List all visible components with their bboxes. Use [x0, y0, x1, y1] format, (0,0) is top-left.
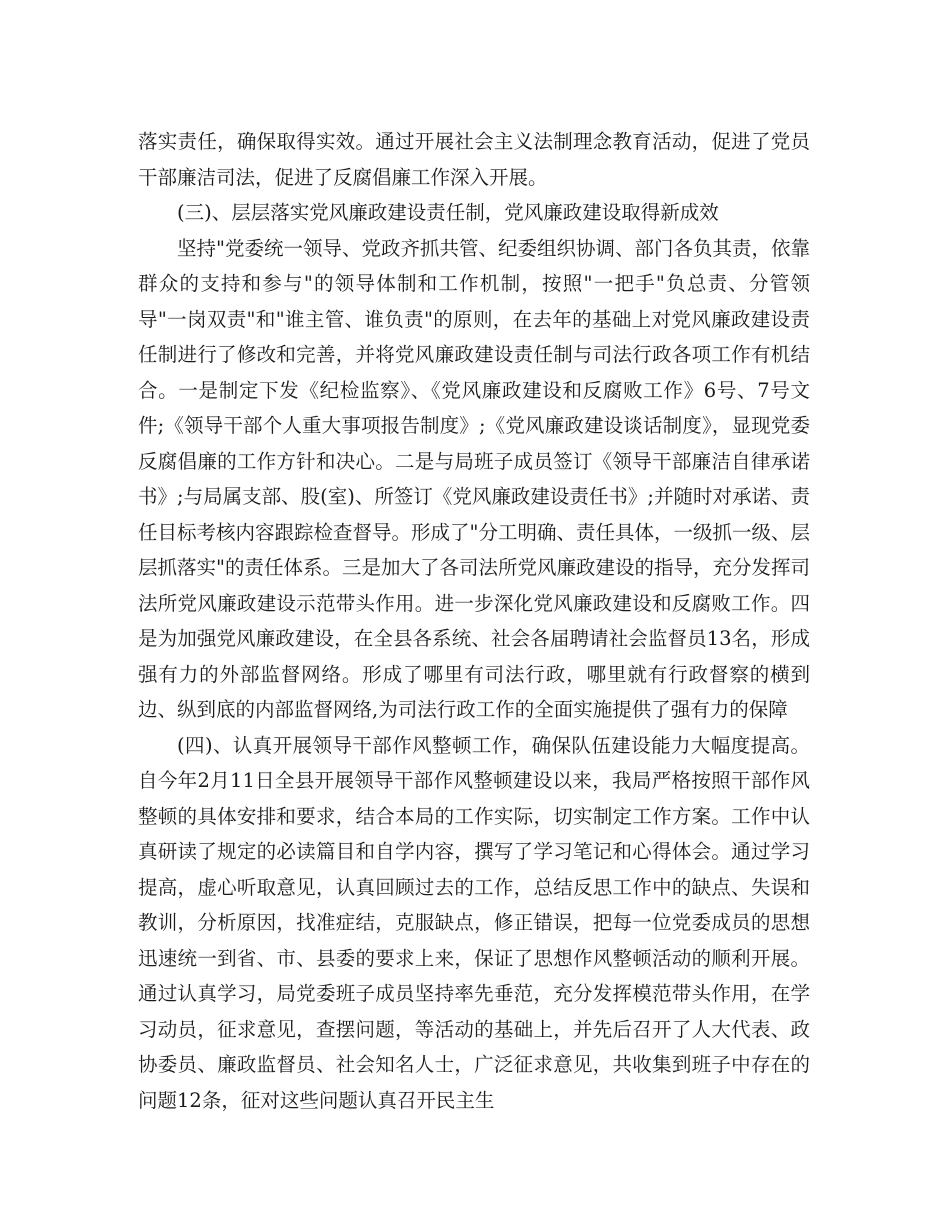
section-heading-three: (三)、层层落实党风廉政建设责任制，党风廉政建设取得新成效	[177, 201, 719, 224]
paragraph-intro-continued: 落实责任，确保取得实效。通过开展社会主义法制理念教育活动，促进了党员干部廉洁司法，促进了反腐倡廉工作深入开展。	[138, 130, 810, 189]
paragraph-responsibility-system: 坚持"党委统一领导、党政齐抓共管、纪委组织协调、部门各负其责，依靠群众的支持和参与"的领导体制和工作机制，按照"一把手"负总责、分管领导"一岗双责"和"谁主管、谁负责"的原则，在去年的基础上对党风廉政建设责任制进行了修改和完善，并将党风廉政建设责任制与司法行政各项工作有机结合。一是制定下发《纪检监察》、《党风廉政建设和反腐败工作》6号、7号文件;《领导干部个人重大事项报告制度》;《党风廉政建设谈话制度》，显现党委反腐倡廉的工作方针和决心。二是与局班子成员签订《领导干部廉洁自律承诺书》;与局属支部、股(室)、所签订《党风廉政建设责任书》;并随时对承诺、责任目标考核内容跟踪检查督导。形成了"分工明确、责任具体，一级抓一级、层层抓落实"的责任体系。三是加大了各司法所党风廉政建设的指导，充分发挥司法所党风廉政建设示范带头作用。进一步深化党风廉政建设和反腐败工作。四是为加强党风廉政建设，在全县各系统、社会各届聘请社会监督员13名，形成强有力的外部监督网络。形成了哪里有司法行政，哪里就有行政督察的横到边、纵到底的内部监督网络,为司法行政工作的全面实施提供了强有力的保障	[138, 236, 810, 721]
document-body	[138, 124, 810, 1118]
paragraph-section-four: (四)、认真开展领导干部作风整顿工作，确保队伍建设能力大幅度提高。自今年2月11日全县开展领导干部作风整顿建设以来，我局严格按照干部作风整顿的具体安排和要求，结合本局的工作实际，切实制定工作方案。工作中认真研读了规定的必读篇目和自学内容，撰写了学习笔记和心得体会。通过学习提高，虚心听取意见，认真回顾过去的工作，总结反思工作中的缺点、失误和教训，分析原因，找准症结，克服缺点，修正错误，把每一位党委成员的思想迅速统一到省、市、县委的要求上来，保证了思想作风整顿活动的顺利开展。通过认真学习，局党委班子成员坚持率先垂范，充分发挥模范带头作用，在学习动员，征求意见，查摆问题，等活动的基础上，并先后召开了人大代表、政协委员、廉政监督员、社会知名人士，广泛征求意见，共收集到班子中存在的问题12条，征对这些问题认真召开民主生	[138, 733, 810, 1112]
